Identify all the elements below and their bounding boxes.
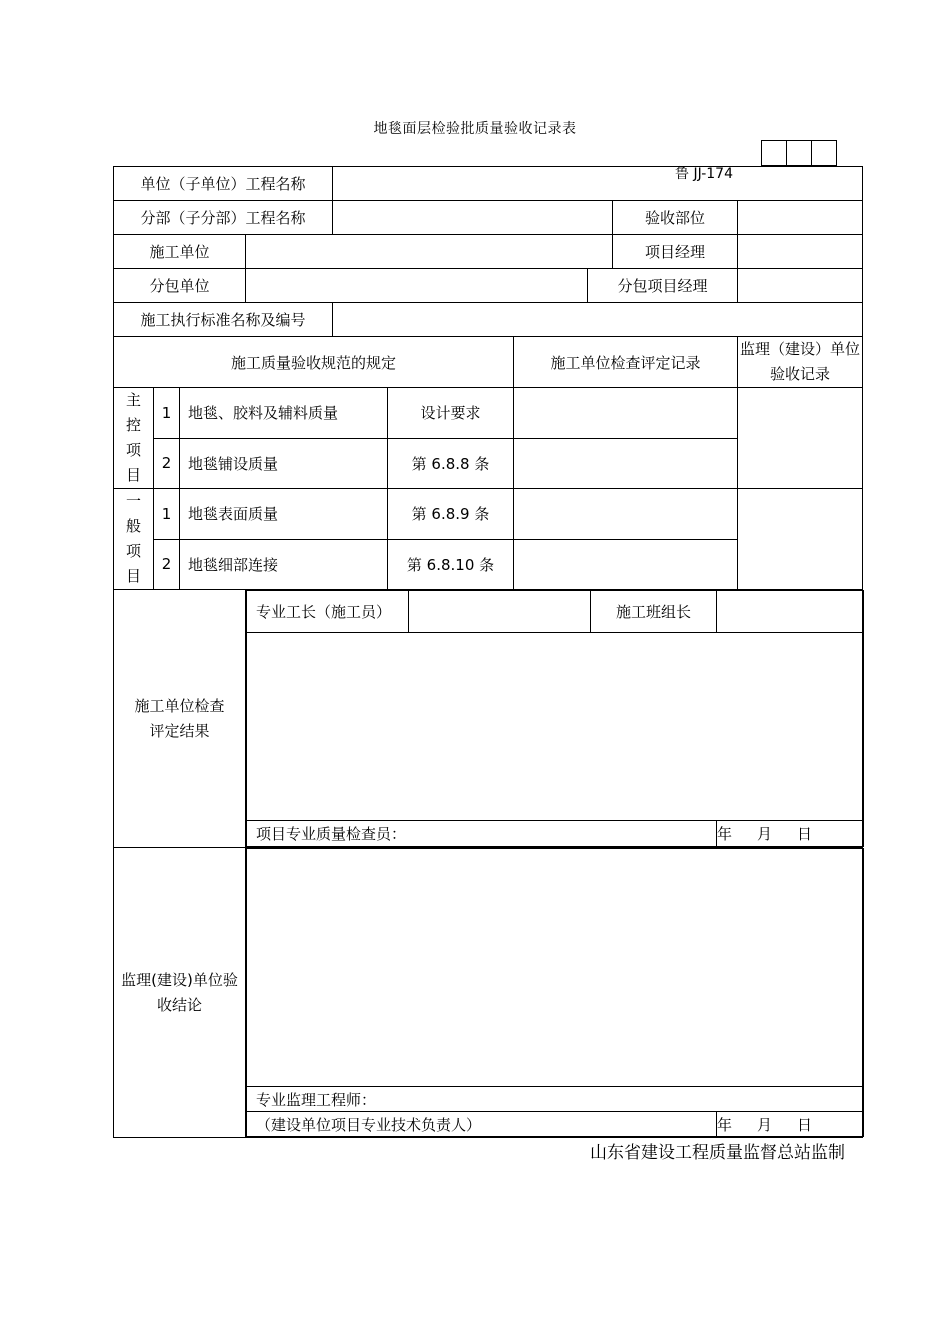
result-cell <box>246 590 863 848</box>
main-item-no: 1 <box>154 388 180 439</box>
main-item-no: 2 <box>154 438 180 489</box>
form-code: 鲁 JJ-174 <box>675 166 733 182</box>
standard-value[interactable] <box>333 303 863 337</box>
project-manager-value[interactable] <box>738 235 863 269</box>
result-day: 日 <box>797 825 813 843</box>
foreman-label: 专业工长（施工员） <box>247 591 409 633</box>
conclusion-row <box>114 848 863 1138</box>
result-label-text: 施工单位检查评定结果 <box>134 696 225 740</box>
conclusion-year: 年 <box>717 1115 733 1134</box>
owner-rep-label: （建设单位项目专业技术负责人） <box>247 1112 717 1137</box>
conclusion-cell <box>246 848 863 1138</box>
code-boxes <box>762 140 837 166</box>
main-item-row-1 <box>114 388 863 439</box>
row-sub-project <box>114 201 863 235</box>
row-subcontract-unit <box>114 269 863 303</box>
form-title: 地毯面层检验批质量验收记录表 <box>373 121 577 137</box>
row-header <box>114 337 863 388</box>
sub-project-label: 分部（子分部）工程名称 <box>114 201 333 235</box>
result-content[interactable] <box>247 633 864 821</box>
general-items-label <box>114 489 154 590</box>
general-items-label-text: 一般项目 <box>125 492 141 585</box>
general-item-no: 2 <box>154 539 180 590</box>
main-item-req: 设计要求 <box>388 388 514 439</box>
conclusion-month: 月 <box>757 1115 773 1134</box>
result-year: 年 <box>717 825 733 843</box>
supervision-header <box>738 337 863 388</box>
conclusion-content[interactable] <box>247 849 864 1087</box>
project-manager-label: 项目经理 <box>613 235 738 269</box>
general-item-record[interactable] <box>514 489 738 540</box>
general-item-no: 1 <box>154 489 180 540</box>
standard-label: 施工执行标准名称及编号 <box>114 303 333 337</box>
code-box-1[interactable] <box>761 140 787 166</box>
sub-project-value[interactable] <box>333 201 613 235</box>
general-item-record[interactable] <box>514 539 738 590</box>
conclusion-label-text: 监理(建设)单位验收结论 <box>121 970 238 1014</box>
result-label <box>114 590 246 848</box>
unit-project-value[interactable] <box>333 167 863 201</box>
main-items-label <box>114 388 154 489</box>
subcontract-unit-label: 分包单位 <box>114 269 246 303</box>
record-header: 施工单位检查评定记录 <box>514 337 738 388</box>
main-item-name: 地毯、胶料及辅料质量 <box>180 388 388 439</box>
conclusion-day: 日 <box>797 1115 813 1134</box>
result-subtable <box>246 590 864 847</box>
foreman-value[interactable] <box>409 591 591 633</box>
general-item-req: 第 6.8.10 条 <box>388 539 514 590</box>
footer: 山东省建设工程质量监督总站监制 <box>590 1143 845 1163</box>
row-construction-unit <box>114 235 863 269</box>
supervision-header-text: 监理（建设）单位验收记录 <box>740 340 861 383</box>
result-month: 月 <box>757 825 773 843</box>
construction-unit-value[interactable] <box>246 235 613 269</box>
row-standard <box>114 303 863 337</box>
main-item-req: 第 6.8.8 条 <box>388 438 514 489</box>
subcontract-manager-value[interactable] <box>738 269 863 303</box>
main-item-record[interactable] <box>514 388 738 439</box>
main-item-name: 地毯铺设质量 <box>180 438 388 489</box>
result-row <box>114 590 863 848</box>
code-box-3[interactable] <box>811 140 837 166</box>
subcontract-manager-label: 分包项目经理 <box>588 269 738 303</box>
code-box-2[interactable] <box>786 140 812 166</box>
general-items-supervision[interactable] <box>738 489 863 590</box>
unit-project-label: 单位（子单位）工程名称 <box>114 167 333 201</box>
general-item-name: 地毯细部连接 <box>180 539 388 590</box>
general-item-req: 第 6.8.9 条 <box>388 489 514 540</box>
team-leader-label: 施工班组长 <box>591 591 717 633</box>
result-date <box>717 821 864 847</box>
conclusion-label <box>114 848 246 1138</box>
accept-part-label: 验收部位 <box>613 201 738 235</box>
general-item-row-1 <box>114 489 863 540</box>
general-item-name: 地毯表面质量 <box>180 489 388 540</box>
conclusion-date <box>717 1112 864 1137</box>
inspector-label: 项目专业质量检查员： <box>247 821 717 847</box>
team-leader-value[interactable] <box>717 591 864 633</box>
conclusion-subtable <box>246 848 864 1137</box>
construction-unit-label: 施工单位 <box>114 235 246 269</box>
engineer-label: 专业监理工程师： <box>247 1087 864 1112</box>
row-unit-project <box>114 167 863 201</box>
spec-header: 施工质量验收规范的规定 <box>114 337 514 388</box>
accept-part-value[interactable] <box>738 201 863 235</box>
subcontract-unit-value[interactable] <box>246 269 588 303</box>
main-items-supervision[interactable] <box>738 388 863 489</box>
main-item-record[interactable] <box>514 438 738 489</box>
main-items-label-text: 主控项目 <box>125 391 141 484</box>
inspection-form <box>113 166 863 1138</box>
